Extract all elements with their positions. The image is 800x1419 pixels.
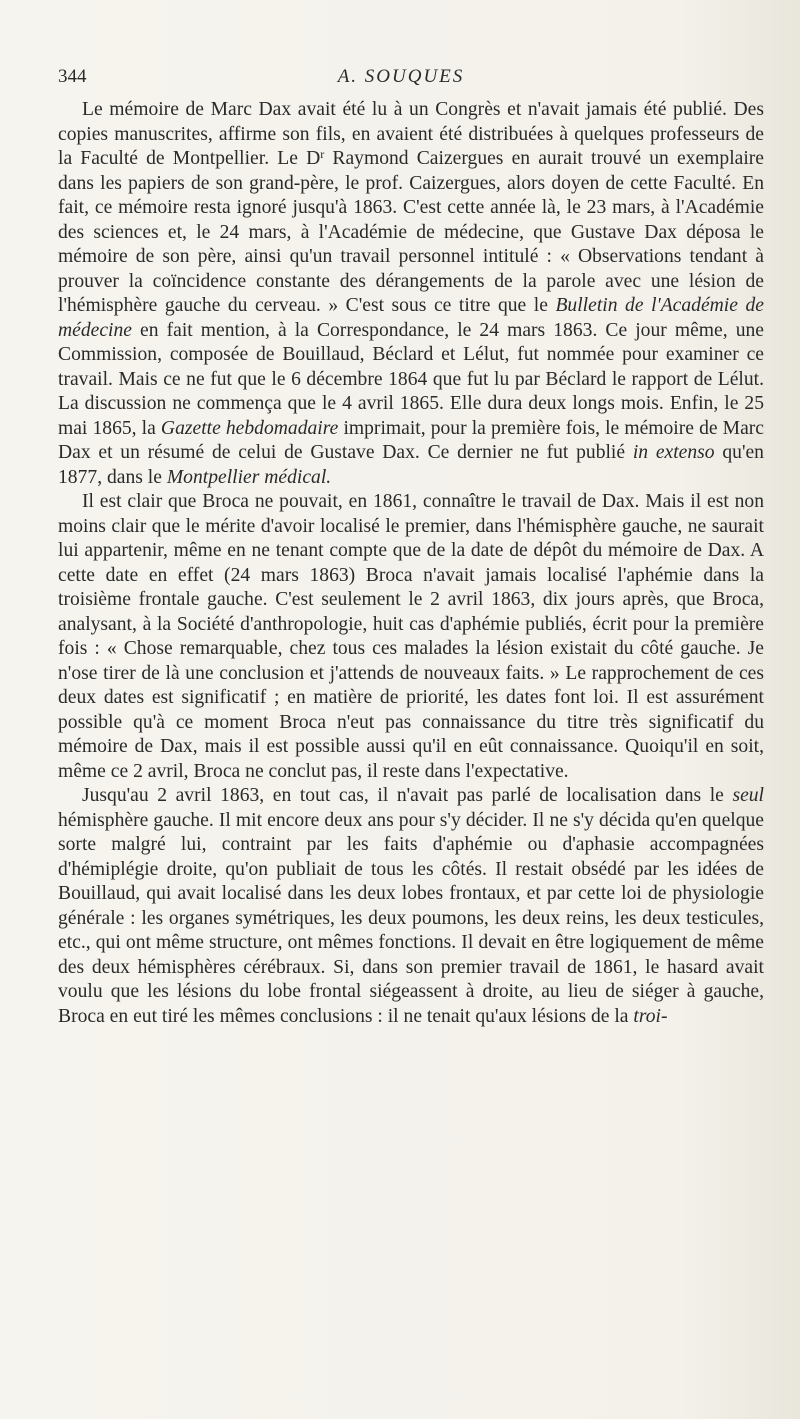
text-body bbox=[58, 98, 764, 1029]
text-run: Le mémoire de Marc Dax avait été lu à un Congrès et n'avait jamais été publié. Des copies manuscrites, affirme son fils, en avaient été distribuées à quelques professeurs de la Faculté de Montpellier. Le D bbox=[58, 99, 764, 169]
superscript: r bbox=[320, 147, 325, 161]
italic-word: troi- bbox=[633, 1005, 668, 1027]
italic-title: Montpellier médical. bbox=[166, 466, 332, 488]
text-run: hémisphère gauche. Il mit encore deux ans pour s'y décider. Il ne s'y décida qu'en quelque sorte malgré lui, contraint par les faits d'aphémie ou d'aphasie accompagnées d'hémiplégie droite, qu'on publiait de tous les côtés. Il restait obsédé par les idées de Bouillaud, qui avait localisé dans les deux lobes frontaux, et par cette loi de physiologie générale : les organes symétriques, les deux poumons, les deux reins, les deux testicules, etc., qui ont même structure, ont mêmes fonctions. Il devait en être logiquement de même des deux hémisphères cérébraux. Si, dans son premier travail de 1861, le hasard avait voulu que les lésions du lobe frontal siégeassent à droite, au lieu de siéger à gauche, Broca en eut tiré les mêmes conclusions : il ne tenait qu'aux lésions de la bbox=[58, 809, 764, 1027]
page-number: 344 bbox=[58, 66, 87, 87]
text-run: qu'en 1877, dans le bbox=[58, 442, 764, 488]
text-run: en fait mention, à la Correspondance, le 24 mars 1863. Ce jour même, une Commission, composée de Bouillaud, Béclard et Lélut, fut nommée pour examiner ce travail. Mais ce ne fut que le 6 décembre 1864 que fut lu par Béclard le rapport de Lélut. La discussion ne commença que le 4 avril 1865. Elle dura deux longs mois. Enfin, le 25 mai 1865, la bbox=[58, 319, 764, 439]
text-run: imprimait, pour la première fois, le mémoire de Marc Dax et un résumé de celui de Gustave Dax. Ce dernier ne fut publié bbox=[58, 417, 765, 463]
italic-title: Bulletin de l'Académie de médecine bbox=[58, 295, 764, 341]
paragraph-1 bbox=[58, 98, 764, 490]
text-run: Jusqu'au 2 avril 1863, en tout cas, il n'avait pas parlé de localisation dans le bbox=[82, 785, 733, 806]
italic-word: seul bbox=[732, 785, 764, 806]
page-header bbox=[58, 66, 744, 92]
text-run: Raymond Caizergues en aurait trouvé un exemplaire dans les papiers de son grand-père, le prof. Caizergues, alors doyen de cette Faculté. En fait, ce mémoire resta ignoré jusqu'à 1863. C'est cette année là, le 23 mars, à l'Académie des sciences et, le 24 mars, à l'Académie de médecine, que Gustave Dax déposa le mémoire de son père, ainsi qu'un travail personnel intitulé : « Observations tendant à prouver la coïncidence constante des dérangements de la parole avec une lésion de l'hémisphère gauche du cerveau. » C'est sous ce titre que le bbox=[58, 148, 764, 316]
italic-title: Gazette hebdomadaire bbox=[160, 417, 339, 439]
italic-phrase: in extenso bbox=[632, 442, 715, 463]
running-head: A. SOUQUES bbox=[337, 66, 465, 87]
paragraph-3 bbox=[58, 784, 764, 1029]
paragraph-2: Il est clair que Broca ne pouvait, en 1861, connaître le travail de Dax. Mais il est non moins clair que le mérite d'avoir localisé le premier, dans l'hémisphère gauche, ne saurait lui appartenir, même en ne tenant compte que de la date de dépôt du mémoire de Dax. A cette date en effet (24 mars 1863) Broca n'avait jamais localisé l'aphémie dans la troisième frontale gauche. C'est seulement le 2 avril 1863, dix jours après, que Broca, analysant, à la Société d'anthropologie, huit cas d'aphémie publiés, écrit pour la première fois : « Chose remarquable, chez tous ces malades la lésion existait du côté gauche. Je n'ose tirer de là une conclusion et j'attends de nouveaux faits. » Le rapprochement de ces deux dates est significatif ; en matière de priorité, les dates font loi. Il est assurément possible qu'à ce moment Broca n'eut pas connaissance du titre très significatif du mémoire de Dax, mais il est possible aussi qu'il en eût connaissance. Quoiqu'il en soit, même ce 2 avril, Broca ne conclut pas, il reste dans l'expectative. bbox=[58, 491, 764, 782]
